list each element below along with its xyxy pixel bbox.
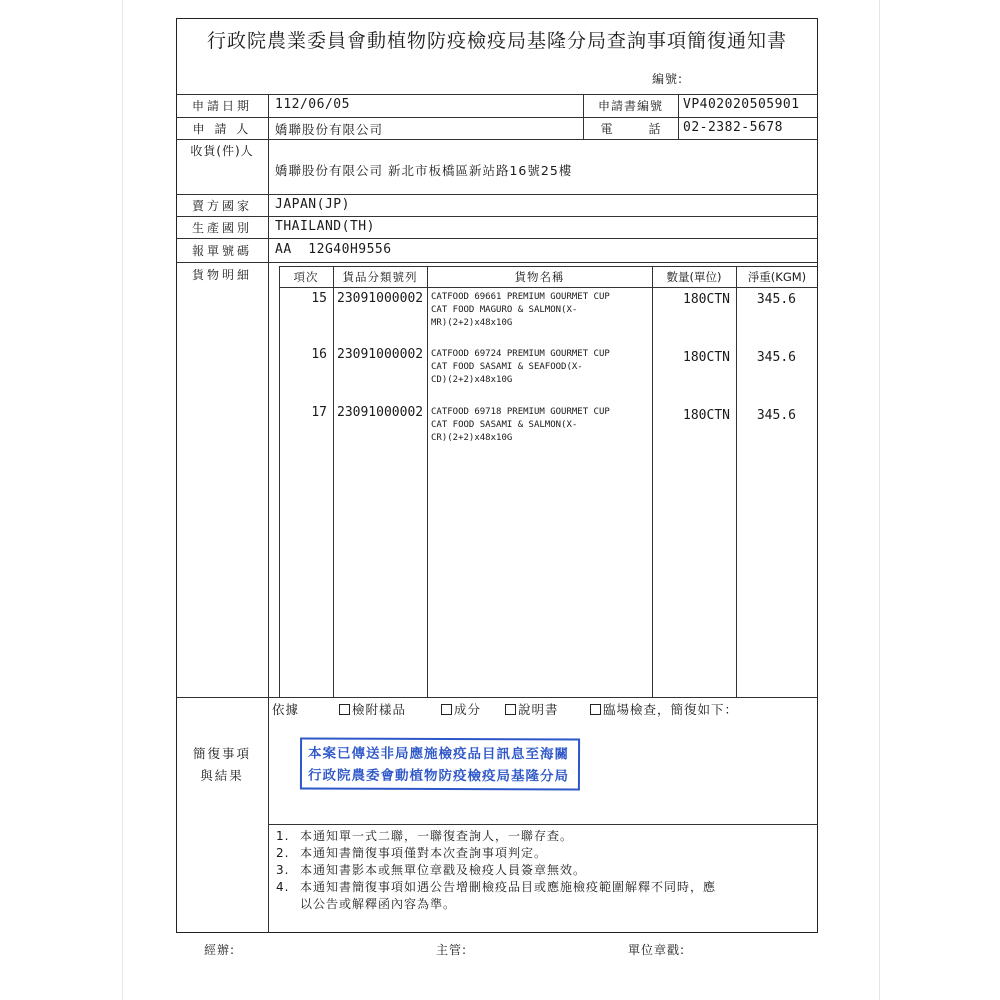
supervisor-label: 主管: [436,943,468,957]
goods-row-hs-code: 23091000002 [337,291,424,306]
goods-row-quantity: 180CTN [683,350,730,365]
divider [268,94,269,262]
reply-section-label: 與結果 [200,768,244,783]
goods-row-name-line: MR)(2+2)x48x10G [431,318,513,328]
note-text: 以公告或解釋函內容為準。 [300,897,457,911]
checkbox-onsite-inspection[interactable] [590,704,601,715]
consignee-value: 嬌聯股份有限公司 新北市板橋區新站路16號25樓 [275,163,573,178]
goods-row-name-line: CR)(2+2)x48x10G [431,433,513,443]
note-text: 本通知書影本或無單位章戳及檢疫人員簽章無效。 [300,863,587,877]
goods-row-item: 15 [311,291,327,306]
divider [268,824,269,933]
goods-row-net-weight: 345.6 [756,292,796,307]
phone-value: 02-2382-5678 [683,120,783,135]
goods-row-quantity: 180CTN [683,408,730,423]
divider [427,266,428,697]
goods-row-name-line: CATFOOD 69724 PREMIUM GOURMET CUP [431,349,610,359]
note-item [276,828,812,845]
apply-number-value: VP402020505901 [683,97,800,112]
divider [333,266,334,697]
checkbox-ingredients[interactable] [441,704,452,715]
note-text: 本通知書簡復事項如遇公告增刪檢疫品目或應施檢疫範圍解釋不同時，應 [300,880,717,894]
divider [268,824,818,825]
goods-row-quantity: 180CTN [683,292,730,307]
option-label: 成分 [454,702,482,717]
goods-row-name-line: CAT FOOD SASAMI & SALMON(X- [431,420,578,430]
apply-date-label: 申請日期 [191,99,252,113]
divider [736,266,737,697]
stamp-line: 本案已傳送非局應施檢疫品目訊息至海關 [308,745,570,763]
divider [176,94,818,95]
goods-row-name-line: CAT FOOD SASAMI & SEAFOOD(X- [431,362,583,372]
note-text: 本通知單一式二聯，一聯復查詢人，一聯存查。 [300,829,574,843]
goods-row-net-weight: 345.6 [756,350,796,365]
declaration-number-label: 報單號碼 [191,244,252,258]
unit-seal-label: 單位章戳: [628,943,686,957]
applicant-value: 嬌聯股份有限公司 [275,122,384,137]
apply-date-value: 112/06/05 [275,97,350,112]
divider [268,697,269,824]
note-number: 3. [276,863,290,877]
applicant-label: 申 請 人 [192,122,252,136]
stamp-line: 行政院農委會動植物防疫檢疫局基隆分局 [307,767,569,785]
document-title: 行政院農業委員會動植物防疫檢疫局基隆分局查詢事項簡復通知書 [206,30,787,52]
origin-country-label: 生產國別 [191,221,252,235]
note-item [276,879,812,896]
checkbox-sample[interactable] [339,704,350,715]
goods-row-name-line: CATFOOD 69661 PREMIUM GOURMET CUP [431,292,610,302]
note-number: 2. [276,846,290,860]
serial-number-label: 編號: [652,72,684,86]
divider [176,117,818,118]
notes-list [276,828,812,913]
goods-row-name-line: CATFOOD 69718 PREMIUM GOURMET CUP [431,407,610,417]
declaration-number-value: AA 12G40H9556 [275,242,392,257]
goods-row-item: 16 [311,347,327,362]
goods-row-name-line: CD)(2+2)x48x10G [431,375,513,385]
divider [268,262,269,697]
goods-row-item: 17 [311,405,327,420]
divider [279,287,818,288]
origin-country-value: THAILAND(TH) [275,219,375,234]
divider [176,216,818,217]
basis-label: 依據 [272,702,300,717]
seller-country-value: JAPAN(JP) [275,197,350,212]
note-number: 1. [276,829,290,843]
column-header-net-weight: 淨重(KGM) [747,270,807,284]
divider [176,139,818,140]
option-sample [339,700,406,718]
column-header-goods-name: 貨物名稱 [514,270,565,284]
option-manual [505,700,559,718]
consignee-label: 收貨(件)人 [190,144,254,158]
note-item [276,862,812,879]
divider [176,697,818,698]
option-onsite-inspection [590,700,738,718]
goods-section-label: 貨物明細 [191,268,252,282]
checkbox-manual[interactable] [505,704,516,715]
option-label: 臨場檢查，簡復如下： [603,702,739,717]
note-number: 4. [276,880,290,894]
divider [176,262,818,263]
handler-label: 經辦: [204,943,236,957]
column-header-hs-code: 貨品分類號列 [342,270,418,284]
apply-number-label: 申請書編號 [597,99,663,113]
divider [678,94,679,139]
column-header-item: 項次 [293,270,319,284]
official-stamp [300,738,580,791]
note-text: 本通知書簡復事項僅對本次查詢事項判定。 [300,846,548,860]
divider [652,266,653,697]
option-label: 檢附樣品 [352,702,407,717]
reply-section-label: 簡復事項 [192,746,251,761]
divider [176,194,818,195]
goods-row-name-line: CAT FOOD MAGURO & SALMON(X- [431,305,578,315]
seller-country-label: 賣方國家 [191,199,252,213]
divider [176,238,818,239]
goods-row-hs-code: 23091000002 [337,347,424,362]
goods-table [279,266,818,697]
phone-label: 電 話 [600,122,661,136]
goods-row-hs-code: 23091000002 [337,405,424,420]
goods-row-net-weight: 345.6 [756,408,796,423]
column-header-quantity: 數量(單位) [666,270,722,284]
note-item [276,896,812,913]
note-item [276,845,812,862]
option-label: 說明書 [518,702,559,717]
option-ingredients [441,700,481,718]
